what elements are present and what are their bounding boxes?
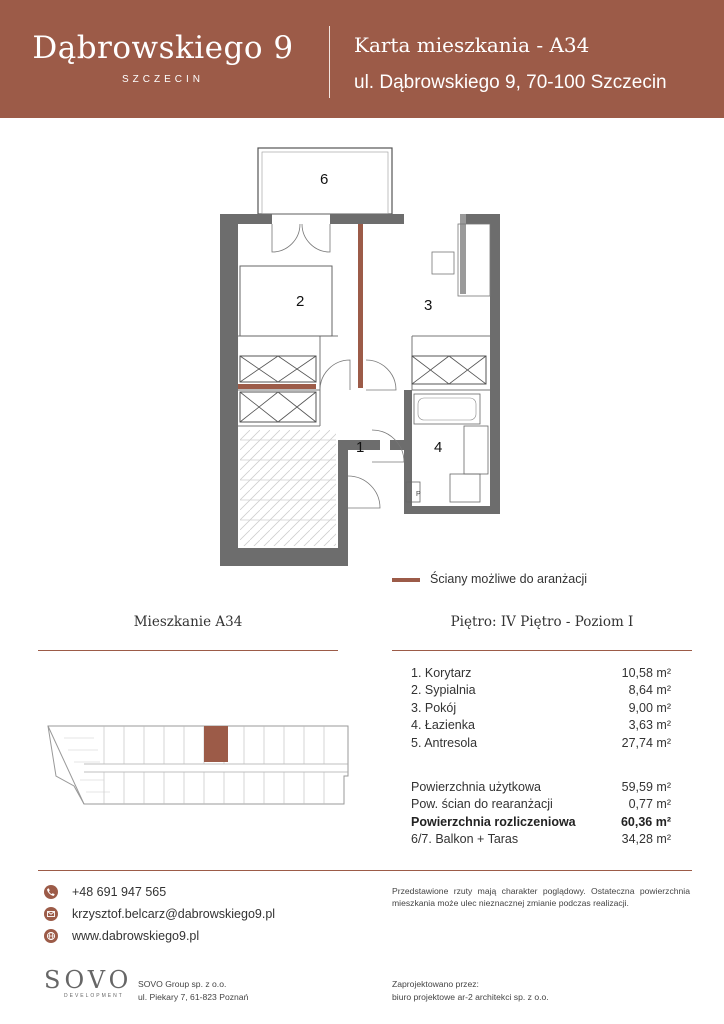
company-name: SOVO Group sp. z o.o. xyxy=(138,979,227,989)
developer-logo xyxy=(44,966,133,999)
phone-icon xyxy=(44,885,58,899)
room-label-1: 1 xyxy=(356,439,365,456)
room-label-3: 3 xyxy=(424,297,433,314)
contact-email-text: krzysztof.belcarz@dabrowskiego9.pl xyxy=(72,907,276,921)
room-area: 9,00 m² xyxy=(628,700,671,715)
summary-area: 34,28 m² xyxy=(621,832,671,847)
room-name: 1. Korytarz xyxy=(411,666,472,680)
rearrangeable-wall-vertical xyxy=(358,224,363,388)
apartment-highlight xyxy=(204,726,228,762)
summary-row xyxy=(411,780,671,797)
building-site-plan xyxy=(44,716,354,811)
room-area: 27,74 m² xyxy=(621,735,671,750)
floor-plan-drawing xyxy=(200,140,520,580)
company-info xyxy=(138,978,248,1004)
logo-subtitle: DEVELOPMENT xyxy=(64,993,124,999)
room-label-6: 6 xyxy=(320,171,329,188)
apartment-title: Mieszkanie A34 xyxy=(133,614,243,630)
floor-plan xyxy=(200,140,520,580)
summary-row xyxy=(411,832,671,849)
room-name: 2. Sypialnia xyxy=(411,683,476,698)
bath-marker: P xyxy=(416,491,421,498)
stairs-area xyxy=(240,430,336,546)
floor-title: Piętro: IV Piętro - Poziom I xyxy=(450,614,634,630)
room-area: 10,58 m² xyxy=(621,666,671,680)
room-row xyxy=(411,736,671,753)
building-address: ul. Dąbrowskiego 9, 70-100 Szczecin xyxy=(354,72,667,93)
divider-right xyxy=(392,650,692,651)
summary-area: 0,77 m² xyxy=(628,797,671,812)
footer-divider xyxy=(38,870,692,871)
room-label-2: 2 xyxy=(296,293,305,310)
room-name: 5. Antresola xyxy=(411,735,478,750)
area-summary xyxy=(411,780,671,850)
summary-name: 6/7. Balkon + Taras xyxy=(411,832,519,847)
summary-name: Powierzchnia rozliczeniowa xyxy=(411,814,576,829)
divider-left xyxy=(38,650,338,651)
legend-swatch xyxy=(392,578,420,582)
room-list xyxy=(411,666,671,753)
summary-name: Pow. ścian do rearanżacji xyxy=(411,797,553,812)
brand-city: SZCZECIN xyxy=(122,74,204,85)
designer-label: Zaprojektowano przez: xyxy=(392,979,479,989)
summary-area: 60,36 m² xyxy=(620,814,671,829)
envelope-icon xyxy=(44,907,58,921)
disclaimer-text: Przedstawione rzuty mają charakter poglądowy. Ostateczna powierzchnia mieszkania może ulec nieznacznej zmianie podczas realizacji. xyxy=(392,886,690,908)
logo-wordmark: SOVO xyxy=(44,966,133,994)
globe-icon xyxy=(44,929,58,943)
room-name: 3. Pokój xyxy=(411,700,457,715)
room-name: 4. Łazienka xyxy=(411,718,475,733)
contact-phone-text: +48 691 947 565 xyxy=(72,885,167,899)
room-row xyxy=(411,683,671,700)
rearrangeable-wall-horizontal xyxy=(238,384,316,389)
designer-info xyxy=(392,978,549,1004)
summary-name: Powierzchnia użytkowa xyxy=(411,780,541,794)
room-label-4: 4 xyxy=(434,439,443,456)
room-row xyxy=(411,701,671,718)
brand-block xyxy=(32,30,294,85)
brand-name: Dąbrowskiego 9 xyxy=(32,30,294,66)
room-row xyxy=(411,666,671,683)
header-divider xyxy=(329,26,330,98)
company-address: ul. Piekary 7, 61-823 Poznań xyxy=(138,992,249,1002)
apartment-card-title: Karta mieszkania - A34 xyxy=(354,33,590,57)
room-area: 8,64 m² xyxy=(628,683,671,698)
legend-label: Ściany możliwe do aranżacji xyxy=(430,572,588,586)
site-plan-drawing xyxy=(44,716,354,811)
summary-row-billing xyxy=(411,815,671,832)
contact-website-text: www.dabrowskiego9.pl xyxy=(72,929,200,943)
room-area: 3,63 m² xyxy=(628,718,671,733)
designer-name: biuro projektowe ar-2 architekci sp. z o.o. xyxy=(392,992,549,1002)
summary-area: 59,59 m² xyxy=(621,780,671,794)
header-banner xyxy=(0,0,724,118)
room-row xyxy=(411,718,671,735)
summary-row xyxy=(411,797,671,814)
